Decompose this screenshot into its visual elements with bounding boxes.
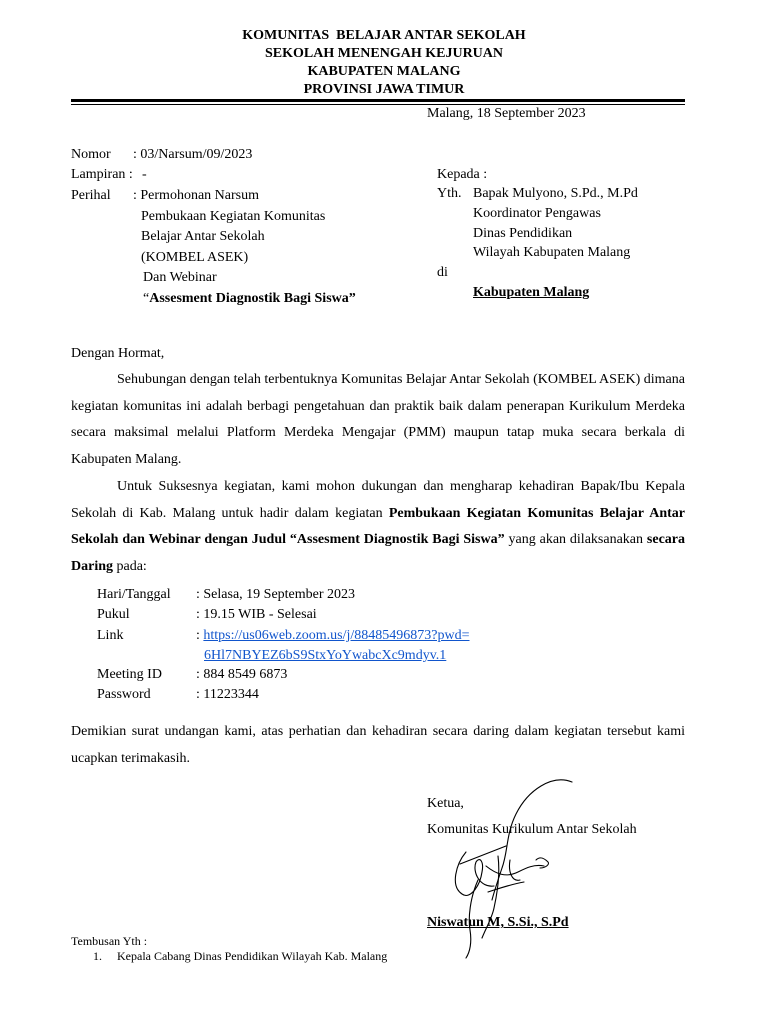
hari-label: Hari/Tanggal — [97, 587, 171, 602]
letterhead-rule-thin — [71, 104, 685, 105]
salutation: Dengan Hormat, — [71, 346, 165, 361]
link-colon: : — [196, 628, 204, 643]
paragraph-2-part-3: pada: — [113, 558, 147, 574]
tembusan-item-1: Kepala Cabang Dinas Pendidikan Wilayah Kab. Malang — [117, 949, 388, 963]
tembusan-item-number: 1. — [93, 949, 102, 963]
closing-paragraph: Demikian surat undangan kami, atas perhatian dan kehadiran secara daring dalam kegiatan tersebut kami ucapkan terimakasih. — [71, 724, 685, 766]
meeting-id-label: Meeting ID — [97, 667, 162, 682]
password-label: Password — [97, 687, 151, 702]
yth-label: Yth. — [437, 186, 462, 201]
perihal-label: Perihal — [71, 188, 111, 203]
paragraph-2-bold-2: secara Daring — [71, 532, 685, 574]
perihal-line-1: : Permohonan Narsum — [133, 188, 259, 203]
recipient-line-1: Bapak Mulyono, S.Pd., M.Pd — [473, 186, 638, 201]
letter-date: Malang, 18 September 2023 — [427, 106, 586, 121]
signature-role: Ketua, — [427, 796, 464, 811]
signatory-name: Niswatun M, S.Si., S.Pd — [427, 915, 569, 930]
kepada-label: Kepada : — [437, 167, 488, 182]
letterhead-rule-thick — [71, 99, 685, 102]
link-row — [196, 628, 470, 644]
paragraph-2-bold-1: Pembukaan Kegiatan Komunitas Belajar Antar Sekolah dan Webinar dengan Judul “Assesment Diagnostik Bagi Siswa” — [71, 505, 686, 547]
paragraph-1 — [71, 367, 685, 473]
pukul-value: : 19.15 WIB - Selesai — [196, 607, 317, 622]
handwritten-signature — [440, 768, 580, 968]
paragraph-2 — [71, 474, 685, 580]
link-label: Link — [97, 628, 124, 643]
perihal-title — [143, 291, 356, 307]
letterhead-line-3: KABUPATEN MALANG — [307, 64, 461, 79]
nomor-label: Nomor — [71, 147, 111, 162]
perihal-line-5: Dan Webinar — [143, 270, 217, 285]
recipient-place: Kabupaten Malang — [473, 285, 590, 300]
signature-org: Komunitas Kurikulum Antar Sekolah — [427, 822, 637, 837]
recipient-line-4: Wilayah Kabupaten Malang — [473, 245, 631, 260]
letterhead — [0, 27, 768, 99]
letterhead-line-2: SEKOLAH MENENGAH KEJURUAN — [264, 46, 504, 61]
nomor-value: : 03/Narsum/09/2023 — [133, 147, 253, 162]
recipient-line-3: Dinas Pendidikan — [473, 226, 573, 241]
zoom-link-line-1[interactable]: https://us06web.zoom.us/j/88485496873?pwd= — [203, 628, 470, 643]
zoom-link-line-2[interactable]: 6Hl7NBYEZ6bS9StxYoYwabcXc9mdyv.1 — [204, 648, 447, 663]
perihal-line-4: (KOMBEL ASEK) — [141, 250, 249, 265]
di-label: di — [437, 265, 448, 280]
perihal-quote-open: “ — [143, 291, 150, 306]
lampiran-label: Lampiran : — [71, 167, 133, 182]
letterhead-line-1: KOMUNITAS BELAJAR ANTAR SEKOLAH — [242, 28, 526, 43]
lampiran-value: - — [142, 167, 147, 182]
password-value: : 11223344 — [196, 687, 259, 702]
pukul-label: Pukul — [97, 607, 130, 622]
meeting-id-value: : 884 8549 6873 — [196, 667, 288, 682]
perihal-line-3: Belajar Antar Sekolah — [141, 229, 265, 244]
tembusan-label: Tembusan Yth : — [71, 934, 148, 948]
perihal-line-2: Pembukaan Kegiatan Komunitas — [141, 209, 326, 224]
hari-value: : Selasa, 19 September 2023 — [196, 587, 356, 602]
recipient-line-2: Koordinator Pengawas — [473, 206, 601, 221]
paragraph-1-text: Sehubungan dengan telah terbentuknya Komunitas Belajar Antar Sekolah (KOMBEL ASEK) dimana kegiatan komunitas ini adalah berbagi pengetahuan dan praktik baik dalam penerapan Kurikulum Merdeka secara maksimal melalui Platform Merdeka Mengajar (PMM) maupun tatap muka secara berkala di Kabupaten Malang. — [71, 372, 685, 467]
paragraph-2-part-2: yang akan dilaksanakan — [504, 532, 647, 547]
letterhead-line-4: PROVINSI JAWA TIMUR — [303, 82, 465, 97]
paragraph-2-part-1: Untuk Suksesnya kegiatan, kami mohon dukungan dan mengharap kehadiran Bapak/Ibu Kepala Sekolah di Kab. Malang untuk hadir dalam kegiatan — [71, 479, 685, 521]
perihal-title-text: Assesment Diagnostik Bagi Siswa” — [149, 291, 356, 306]
